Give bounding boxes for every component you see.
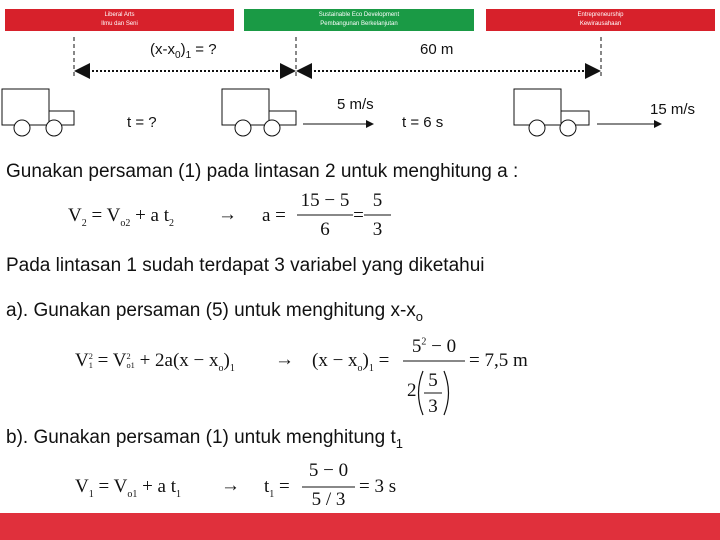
band-subtitle: Kewirausahaan (579, 21, 622, 27)
equals-sign: = (353, 205, 364, 226)
truck-2-speed: 5 m/s (337, 96, 374, 113)
instruction-line-1: Gunakan persaman (1) pada lintasan 2 untuk menghitung a : (6, 161, 519, 182)
truck-1 (2, 89, 74, 136)
band-title: Sustainable Eco Development (318, 12, 400, 18)
equation-2-left: V 2 1 = V 2 o1 + $2a(x - x_o)_1$ (75, 350, 235, 374)
arrow-symbol: → (275, 349, 294, 370)
instruction-line-4: b). Gunakan persaman (1) untuk menghitung $t_1$ (6, 427, 403, 451)
fraction-numerator: 5 (428, 370, 438, 391)
footer-bar (0, 513, 720, 540)
fraction-numerator: 5 (372, 190, 383, 211)
equation-2-result: = 7,5 m (469, 350, 528, 371)
truck-2-time: t = 6 s (402, 114, 444, 131)
truck-3-speed: 15 m/s (650, 101, 696, 118)
fraction-denominator: 6 (320, 219, 330, 240)
band-title: Entrepreneurship (577, 12, 624, 18)
instruction-line-3: a). Gunakan persaman (5) untuk menghitung $x-x_o$ (6, 300, 424, 324)
paren-right (444, 371, 449, 415)
band-title: Liberal Arts (104, 12, 135, 18)
instruction-line-2: Pada lintasan 1 sudah terdapat 3 variabel yang diketahui (6, 255, 485, 276)
fraction-denominator: 3 (372, 219, 383, 240)
segment-1-label: $(x-x_0)_1$ = ? (150, 41, 217, 61)
fraction-numerator: $5^2 - 0$ (411, 336, 457, 357)
fraction-denominator: 3 (428, 396, 438, 417)
fraction-numerator: 15 − 5 (300, 190, 350, 211)
paren-left (419, 371, 424, 415)
denominator-coefficient: 2 (407, 380, 417, 401)
band-subtitle: Ilmu dan Seni (101, 21, 138, 27)
truck-1-time: t = ? (127, 114, 157, 131)
equation-3-result: = 3 s (359, 476, 397, 497)
equation-2-mid: $(x - x_o)_1$ = (312, 350, 390, 374)
equation-1-a: a = (262, 205, 286, 226)
arrow-symbol: → (218, 204, 237, 225)
fraction-numerator: 5 − 0 (308, 460, 349, 481)
equation-3-t: $t_1$ = (264, 476, 290, 500)
truck-3 (514, 89, 589, 136)
equation-3-left: $V_1 = V_{o1} + a$ $t_1$ (75, 476, 182, 500)
equation-1-left: $V_2 = V_{o2} + a$ $t_2$ (68, 205, 175, 229)
arrow-symbol: → (221, 475, 240, 496)
segment-2-label: 60 m (420, 41, 454, 58)
band-subtitle: Pembangunan Berkelanjutan (320, 21, 398, 27)
truck-2 (222, 89, 296, 136)
fraction-denominator: 5 / 3 (311, 489, 346, 510)
